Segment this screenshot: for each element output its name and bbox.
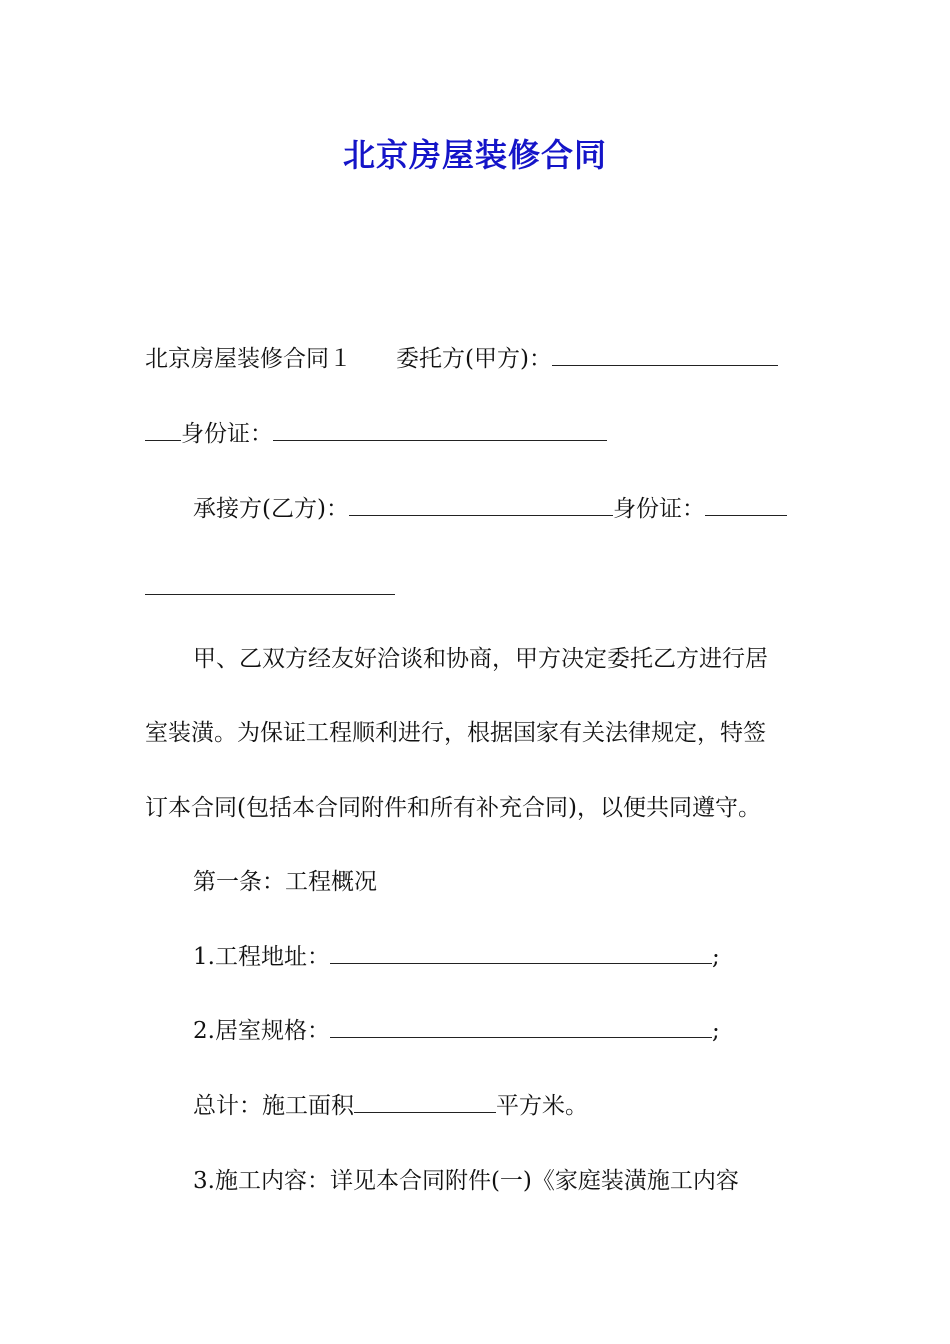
party-a-id-blank [273,420,607,441]
item-2-semicolon: ; [711,1018,720,1044]
total-area-line [193,1091,588,1121]
party-b-id-blank [705,495,787,516]
document-title: 北京房屋装修合同 [342,136,607,174]
intro-paragraph-line-3: 订本合同(包括本合同附件和所有补充合同)，以便共同遵守。 [145,795,761,821]
party-b-line [193,494,787,524]
item-2-spec [193,1016,720,1046]
party-b-label: 承接方(乙方)： [193,496,349,522]
item-1-semicolon: ; [711,944,720,970]
item-3-content: 3.施工内容：详见本合同附件(一)《家庭装潢施工内容 [193,1168,739,1194]
party-b-blank [349,495,613,516]
item-2-label: 2.居室规格： [193,1018,330,1044]
party-b-id-blank-continued [145,594,395,595]
contract-header-line [145,344,778,374]
intro-paragraph-line-1: 甲、乙双方经友好洽谈和协商，甲方决定委托乙方进行居 [193,646,768,672]
item-1-blank [330,943,712,964]
party-a-id-label: 身份证： [181,421,273,447]
total-area-blank [354,1092,496,1113]
party-a-label: 委托方(甲方)： [396,346,552,372]
intro-paragraph-line-2: 室装潢。为保证工程顺利进行，根据国家有关法律规定，特签 [145,720,766,746]
item-1-label: 1.工程地址： [193,944,330,970]
contract-name-number: 北京房屋装修合同１ [145,346,352,372]
item-1-address [193,942,720,972]
total-area-unit: 平方米。 [496,1093,588,1119]
item-2-blank [330,1017,712,1038]
party-a-id-line [145,419,607,449]
party-b-id-label: 身份证： [612,496,705,522]
article-1-heading: 第一条：工程概况 [193,869,377,895]
total-area-label: 总计：施工面积 [193,1093,354,1119]
party-a-blank-continued [145,420,181,441]
party-a-blank [552,345,778,366]
